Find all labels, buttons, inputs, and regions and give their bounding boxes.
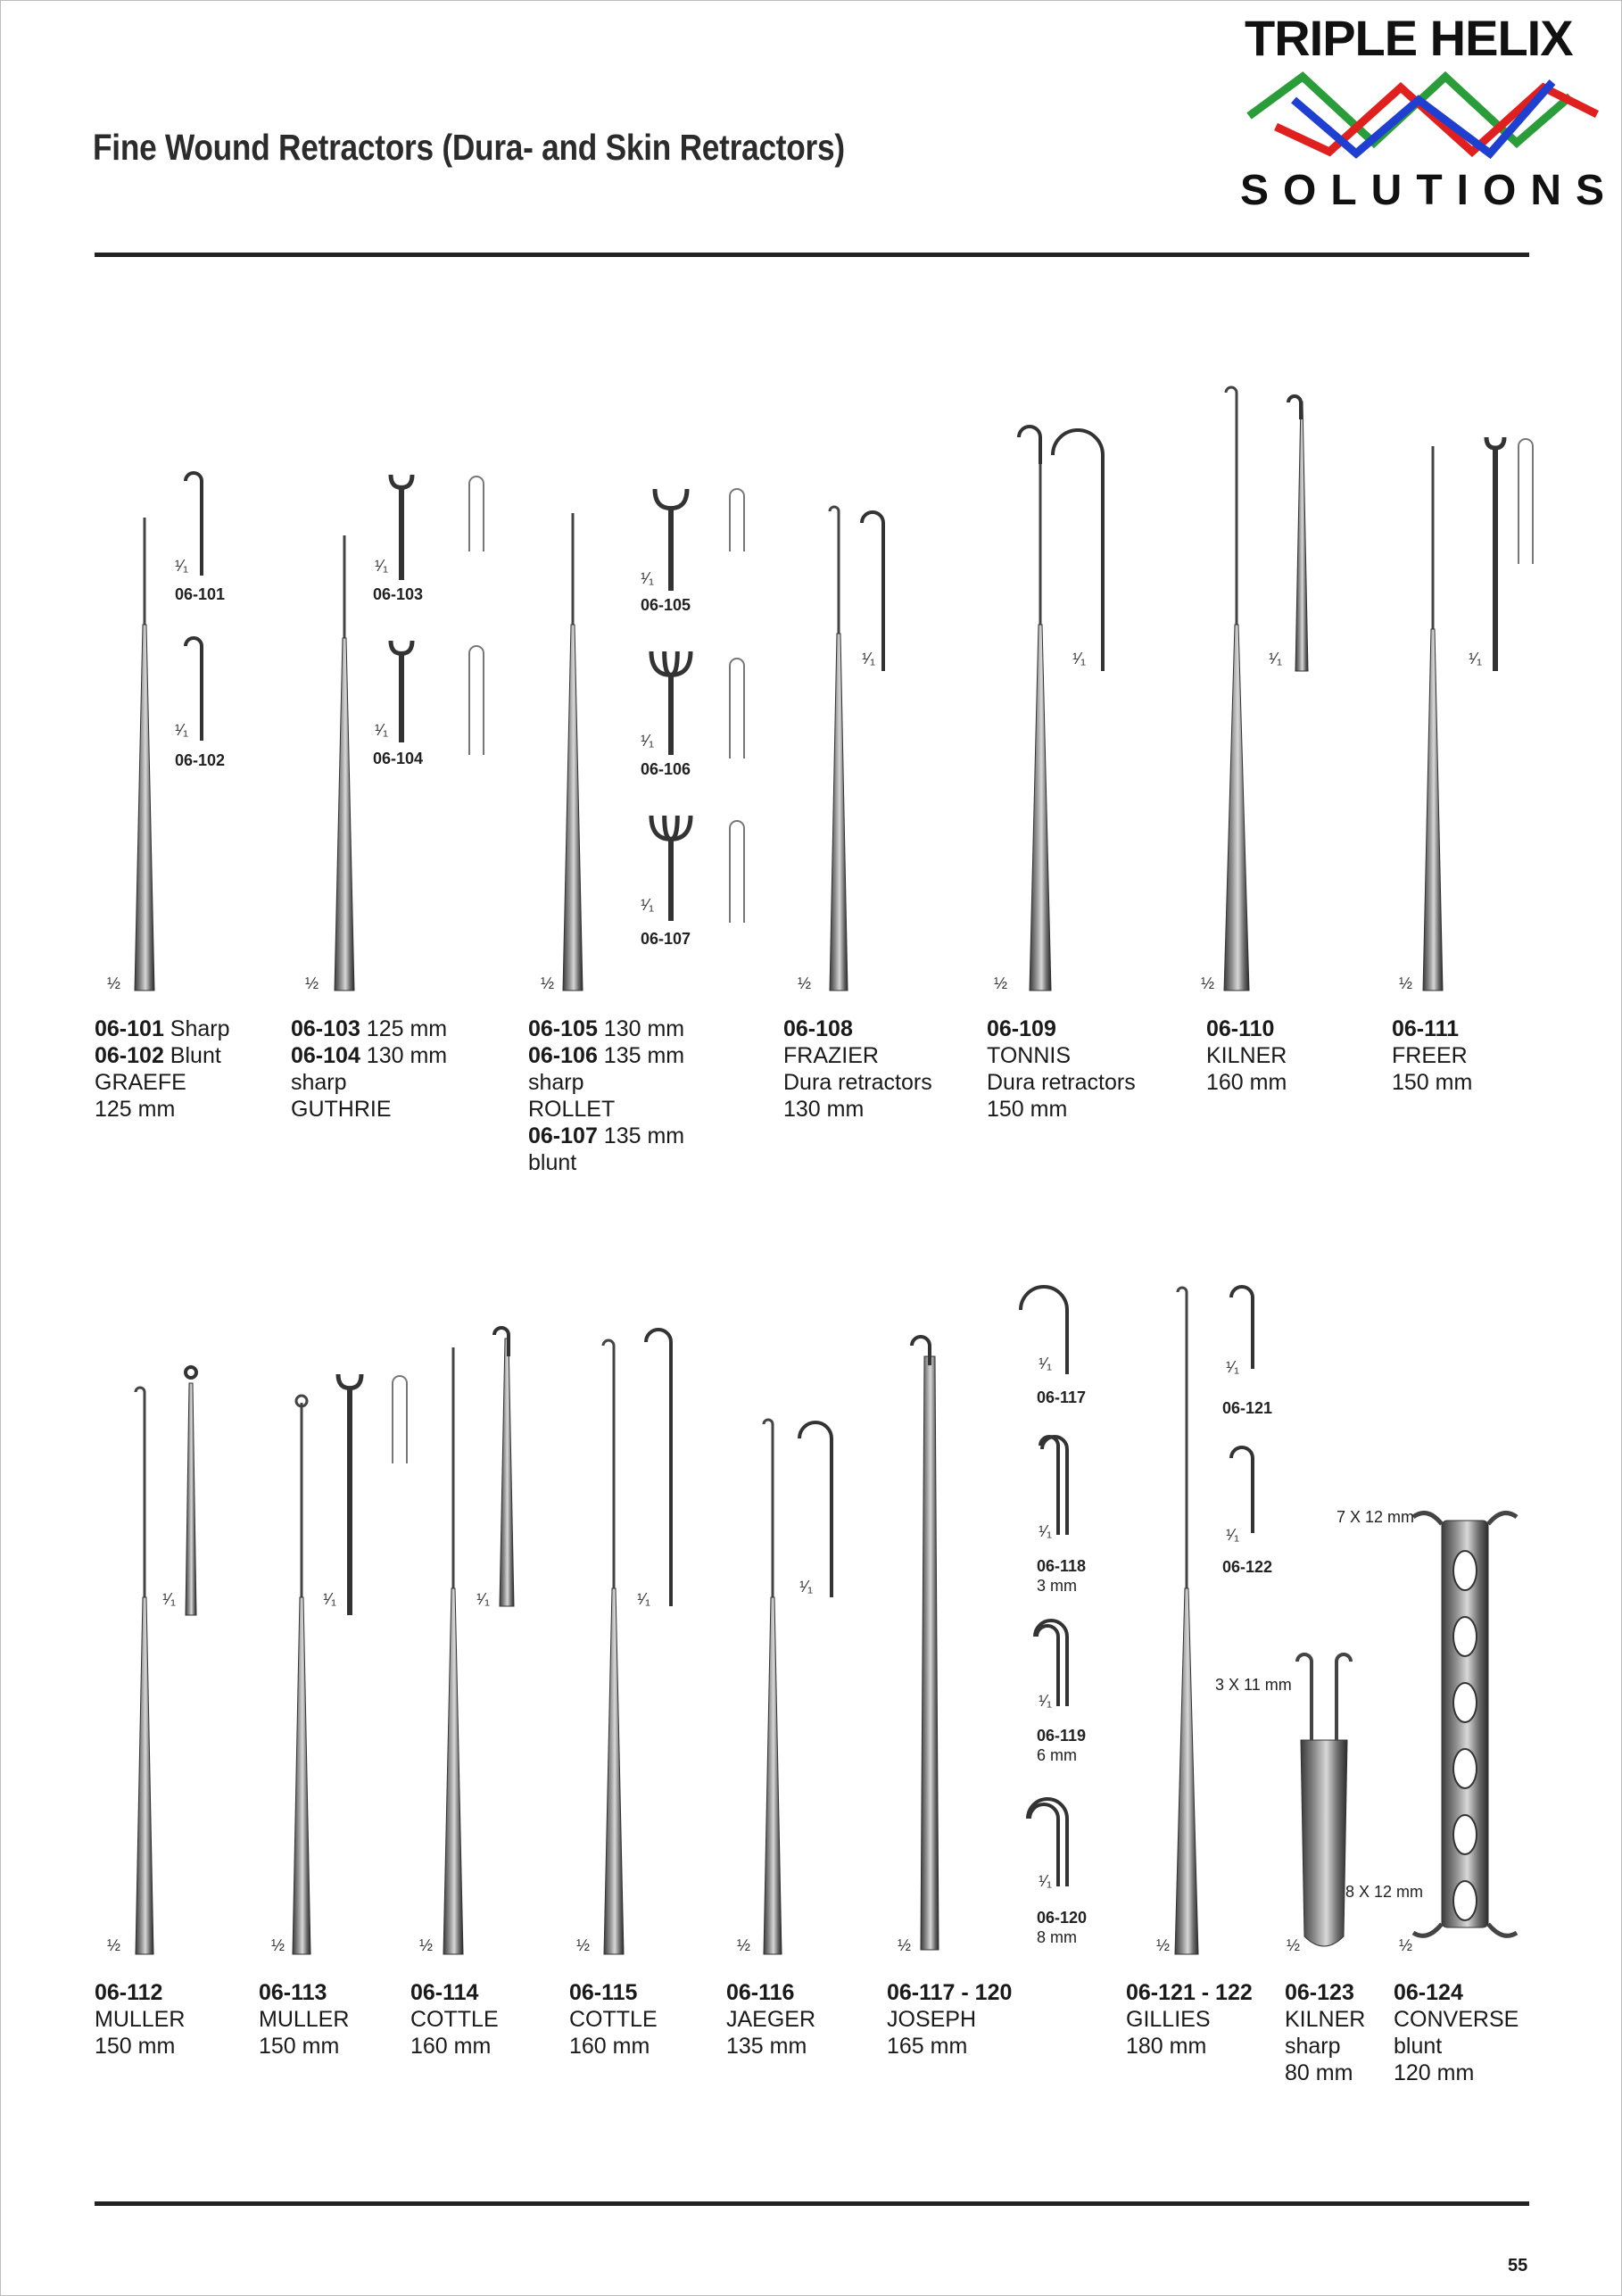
label-line — [528, 1123, 684, 1149]
detail-code: 06-119 — [1037, 1727, 1087, 1745]
detail-hook — [1231, 1287, 1253, 1369]
product-label — [987, 1015, 1136, 1123]
logo-text-top: TRIPLE HELIX — [1245, 10, 1573, 66]
product-label — [95, 1015, 230, 1123]
product-label — [291, 1015, 447, 1123]
instrument-handle — [136, 1597, 153, 1954]
label-line — [259, 1979, 349, 2006]
instrument-handle — [443, 1588, 463, 1954]
product-code: 06-104 — [291, 1043, 360, 1068]
product-code: 06-107 — [528, 1123, 598, 1148]
product-text: KILNER — [1206, 1043, 1287, 1068]
converse-hole — [1453, 1749, 1477, 1788]
bottom-rule — [95, 2201, 1529, 2206]
detail-prong — [338, 1374, 350, 1388]
product-text: MULLER — [95, 2007, 186, 2032]
scale-full: ¹⁄₁ — [637, 1590, 651, 1608]
converse-hole — [1453, 1683, 1477, 1722]
converse-hole — [1453, 1617, 1477, 1656]
scale-half: ½ — [107, 1936, 121, 1954]
detail-prong — [350, 1374, 361, 1388]
product-text: 160 mm — [569, 2034, 650, 2059]
label-line — [783, 1069, 932, 1096]
label-line — [291, 1069, 447, 1096]
scale-half: ½ — [1201, 974, 1215, 992]
page-title: Fine Wound Retractors (Dura- and Skin Retractors) — [93, 127, 845, 168]
scale-half: ½ — [1156, 1936, 1171, 1954]
product-label — [726, 1979, 815, 2060]
scale-half: ½ — [419, 1936, 434, 1954]
product-code: 06-121 - 122 — [1126, 1980, 1253, 2005]
page-number: 55 — [1508, 2256, 1528, 2275]
product-text: 160 mm — [410, 2034, 492, 2059]
product-text: FRAZIER — [783, 1043, 879, 1068]
detail-label: 06-103 — [373, 585, 424, 603]
product-text: Dura retractors — [783, 1070, 932, 1095]
detail-label — [1037, 1556, 1086, 1596]
kilner-prong — [1297, 1654, 1312, 1740]
scale-full: ¹⁄₁ — [1469, 650, 1483, 667]
scale-full: ¹⁄₁ — [375, 557, 389, 575]
label-line — [726, 2006, 815, 2033]
product-text: 135 mm — [726, 2034, 807, 2059]
product-text: COTTLE — [569, 2007, 658, 2032]
product-code: 06-123 — [1285, 1980, 1354, 2005]
converse-hole — [1453, 1551, 1477, 1590]
product-text: 165 mm — [887, 2034, 968, 2059]
label-line — [528, 1015, 684, 1042]
product-text: blunt — [528, 1150, 577, 1175]
product-text: KILNER — [1285, 2007, 1366, 2032]
product-code: 06-109 — [987, 1016, 1056, 1041]
scale-half: ½ — [898, 1936, 912, 1954]
product-text: sharp — [1285, 2034, 1341, 2059]
label-line — [887, 2006, 1012, 2033]
scale-half: ½ — [1399, 974, 1413, 992]
detail-label: 06-102 — [175, 751, 226, 769]
label-line — [783, 1015, 932, 1042]
label-line — [95, 1979, 185, 2006]
logo-text-bottom: SOLUTIONS — [1240, 167, 1619, 214]
scale-half: ½ — [107, 974, 121, 992]
dimension-label: 7 X 12 mm — [1336, 1508, 1415, 1526]
product-text: CONVERSE — [1394, 2007, 1519, 2032]
product-label — [783, 1015, 932, 1123]
label-line — [95, 2006, 185, 2033]
label-line — [95, 1042, 230, 1069]
label-line — [887, 2033, 1012, 2060]
instrument-handle — [293, 1597, 310, 1954]
converse-hook — [1413, 1513, 1442, 1525]
scale-full: ¹⁄₁ — [799, 1578, 814, 1596]
scale-half: ½ — [1287, 1936, 1301, 1954]
label-line — [569, 1979, 658, 2006]
label-line — [528, 1149, 684, 1176]
product-text: sharp — [528, 1070, 584, 1095]
scale-full: ¹⁄₁ — [375, 721, 389, 739]
product-label — [887, 1979, 1012, 2060]
product-text: 150 mm — [259, 2034, 340, 2059]
product-text: sharp — [291, 1070, 347, 1095]
detail-hook — [799, 1422, 832, 1597]
product-text: GRAEFE — [95, 1070, 186, 1095]
product-text: GUTHRIE — [291, 1097, 392, 1122]
label-line — [1392, 1015, 1472, 1042]
instrument-handle — [764, 1597, 782, 1954]
product-label — [410, 1979, 499, 2060]
product-text: 150 mm — [95, 2034, 176, 2059]
scale-full: ¹⁄₁ — [641, 732, 655, 750]
scale-half: ½ — [541, 974, 555, 992]
label-line — [1126, 1979, 1253, 2006]
product-code: 06-105 — [528, 1016, 598, 1041]
label-line — [528, 1069, 684, 1096]
scale-full: ¹⁄₁ — [323, 1590, 337, 1608]
label-line — [987, 1096, 1136, 1123]
scale-half: ½ — [737, 1936, 751, 1954]
product-text: 120 mm — [1394, 2060, 1475, 2085]
label-line — [1285, 2006, 1365, 2033]
label-line — [726, 1979, 815, 2006]
detail-label: 06-101 — [175, 585, 226, 603]
product-code: 06-112 — [95, 1980, 163, 2005]
label-line — [259, 2006, 349, 2033]
scale-half: ½ — [576, 1936, 591, 1954]
product-text: 80 mm — [1285, 2060, 1353, 2085]
detail-hook — [1042, 1437, 1067, 1535]
product-text: FREER — [1392, 1043, 1468, 1068]
detail-side-view — [393, 1376, 407, 1463]
detail-code: 06-118 — [1037, 1557, 1087, 1575]
detail-eye — [186, 1367, 196, 1378]
instrument-handle — [921, 1356, 939, 1950]
product-code: 06-102 — [95, 1043, 164, 1068]
converse-hook — [1488, 1513, 1517, 1525]
label-line — [726, 2033, 815, 2060]
label-line — [1126, 2006, 1253, 2033]
instrument-handle — [604, 1588, 624, 1954]
product-text: blunt — [1394, 2034, 1443, 2059]
product-label — [1392, 1015, 1472, 1096]
product-label — [259, 1979, 349, 2060]
detail-hook — [1231, 1447, 1253, 1533]
scale-half: ½ — [994, 974, 1008, 992]
scale-full: ¹⁄₁ — [175, 721, 189, 739]
label-line — [410, 2006, 499, 2033]
product-text: MULLER — [259, 2007, 350, 2032]
product-code: 06-106 — [528, 1043, 598, 1068]
label-line — [1392, 1042, 1472, 1069]
label-line — [1126, 2033, 1253, 2060]
detail-shaft — [186, 1383, 196, 1615]
label-line — [1206, 1042, 1287, 1069]
label-line — [410, 1979, 499, 2006]
scale-full: ¹⁄₁ — [1039, 1355, 1053, 1372]
label-line — [95, 1096, 230, 1123]
product-label — [1206, 1015, 1287, 1096]
detail-label: 06-104 — [373, 750, 424, 767]
label-line — [95, 1069, 230, 1096]
converse-hook — [1488, 1924, 1517, 1935]
product-text: 135 mm — [597, 1123, 685, 1148]
detail-label: 06-107 — [641, 930, 691, 948]
dimension-label: 8 X 12 mm — [1345, 1883, 1424, 1901]
product-text: COTTLE — [410, 2007, 499, 2032]
label-line — [1285, 2060, 1365, 2086]
scale-full: ¹⁄₁ — [1039, 1522, 1053, 1540]
scale-half: ½ — [305, 974, 319, 992]
scale-full: ¹⁄₁ — [1039, 1692, 1053, 1710]
product-text: 125 mm — [95, 1097, 176, 1122]
label-line — [987, 1015, 1136, 1042]
product-text: 180 mm — [1126, 2034, 1207, 2059]
detail-label: 06-122 — [1222, 1558, 1273, 1576]
scale-full: ¹⁄₁ — [1226, 1526, 1240, 1544]
label-line — [783, 1096, 932, 1123]
product-text: Sharp — [163, 1016, 230, 1041]
instrument-handle — [1175, 1588, 1198, 1954]
scale-half: ½ — [798, 974, 812, 992]
label-line — [95, 2033, 185, 2060]
kilner-prong — [1336, 1654, 1351, 1740]
detail-label: 06-106 — [641, 760, 691, 778]
product-code: 06-124 — [1394, 1980, 1463, 2005]
scale-full: ¹⁄₁ — [175, 557, 189, 575]
label-line — [1285, 1979, 1365, 2006]
kilner-retractor — [1301, 1740, 1347, 1946]
hook-tip — [603, 1340, 614, 1356]
label-line — [887, 1979, 1012, 2006]
label-line — [259, 2033, 349, 2060]
scale-half: ½ — [1399, 1936, 1413, 1954]
product-code: 06-111 — [1392, 1016, 1460, 1041]
product-label — [569, 1979, 658, 2060]
product-code: 06-101 — [95, 1016, 164, 1041]
label-line — [1394, 2006, 1519, 2033]
label-line — [1285, 2033, 1365, 2060]
label-line — [291, 1096, 447, 1123]
product-code: 06-103 — [291, 1016, 360, 1041]
scale-full: ¹⁄₁ — [1226, 1358, 1240, 1376]
product-text: Dura retractors — [987, 1070, 1136, 1095]
product-label — [1285, 1979, 1365, 2086]
label-line — [783, 1042, 932, 1069]
product-label — [528, 1015, 684, 1176]
product-text: 130 mm — [597, 1016, 685, 1041]
label-line — [569, 2006, 658, 2033]
detail-label: 06-117 — [1037, 1388, 1087, 1406]
product-label — [95, 1979, 185, 2060]
product-code: 06-113 — [259, 1980, 327, 2005]
scale-full: ¹⁄₁ — [641, 569, 655, 587]
converse-hole — [1453, 1815, 1477, 1854]
product-text: GILLIES — [1126, 2007, 1211, 2032]
label-line — [1206, 1015, 1287, 1042]
product-code: 06-114 — [410, 1980, 479, 2005]
hook-tip — [136, 1388, 145, 1401]
product-label — [1394, 1979, 1519, 2086]
label-line — [1394, 1979, 1519, 2006]
product-code: 06-108 — [783, 1016, 853, 1041]
product-code: 06-115 — [569, 1980, 638, 2005]
label-line — [987, 1069, 1136, 1096]
label-line — [528, 1096, 684, 1123]
label-line — [410, 2033, 499, 2060]
scale-full: ¹⁄₁ — [641, 896, 655, 914]
detail-label: 06-105 — [641, 596, 691, 614]
scale-full: ¹⁄₁ — [1269, 650, 1283, 667]
detail-label — [1037, 1726, 1086, 1765]
converse-hook — [1413, 1924, 1442, 1935]
label-line — [95, 1015, 230, 1042]
label-line — [291, 1015, 447, 1042]
dimension-label: 3 X 11 mm — [1215, 1676, 1292, 1694]
scale-full: ¹⁄₁ — [1039, 1872, 1053, 1890]
detail-label — [1037, 1908, 1087, 1947]
detail-size: 6 mm — [1037, 1746, 1077, 1764]
label-line — [1392, 1069, 1472, 1096]
detail-hook — [646, 1330, 671, 1606]
product-label — [1126, 1979, 1253, 2060]
label-line — [528, 1042, 684, 1069]
detail-shaft — [500, 1339, 514, 1606]
product-code: 06-116 — [726, 1980, 795, 2005]
converse-hole — [1453, 1881, 1477, 1920]
product-text: 135 mm — [597, 1043, 685, 1068]
detail-size: 3 mm — [1037, 1577, 1077, 1595]
detail-size: 8 mm — [1037, 1928, 1077, 1946]
label-line — [1206, 1069, 1287, 1096]
hook-tip — [1178, 1288, 1187, 1301]
scale-half: ½ — [271, 1936, 286, 1954]
product-text: 125 mm — [360, 1016, 448, 1041]
product-text: Blunt — [163, 1043, 221, 1068]
product-code: 06-110 — [1206, 1016, 1275, 1041]
label-line — [1394, 2060, 1519, 2086]
label-line — [291, 1042, 447, 1069]
scale-full: ¹⁄₁ — [476, 1590, 491, 1608]
product-code: 06-117 - 120 — [887, 1980, 1013, 2005]
label-line — [569, 2033, 658, 2060]
product-text: 130 mm — [360, 1043, 448, 1068]
product-text: 150 mm — [987, 1097, 1068, 1122]
scale-full: ¹⁄₁ — [862, 650, 876, 667]
product-text: 160 mm — [1206, 1070, 1287, 1095]
scale-full: ¹⁄₁ — [162, 1590, 177, 1608]
detail-code: 06-120 — [1037, 1909, 1088, 1927]
hook-tip — [764, 1420, 773, 1433]
detail-label: 06-121 — [1222, 1399, 1273, 1417]
scale-full: ¹⁄₁ — [1072, 650, 1087, 667]
detail-hook — [1040, 1437, 1058, 1535]
product-text: 150 mm — [1392, 1070, 1473, 1095]
product-text: ROLLET — [528, 1097, 616, 1122]
label-line — [1394, 2033, 1519, 2060]
product-text: 130 mm — [783, 1097, 865, 1122]
product-text: JAEGER — [726, 2007, 816, 2032]
product-text: JOSEPH — [887, 2007, 977, 2032]
product-text: TONNIS — [987, 1043, 1071, 1068]
label-line — [987, 1042, 1136, 1069]
